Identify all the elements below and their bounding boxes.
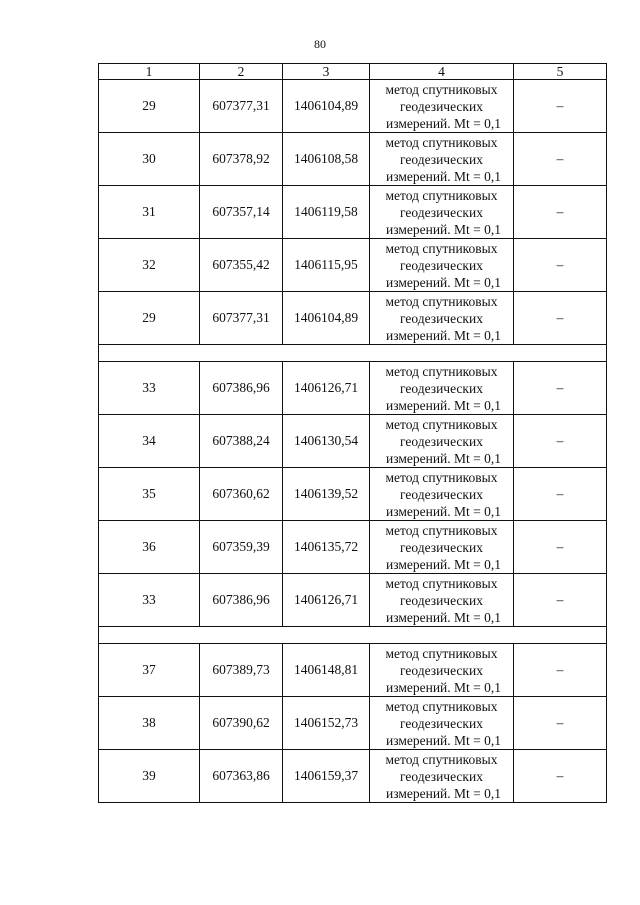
point-number-cell: 31 <box>99 186 200 239</box>
y-coordinate-cell: 1406108,58 <box>283 133 370 186</box>
y-coordinate-cell: 1406104,89 <box>283 80 370 133</box>
y-coordinate-cell: 1406130,54 <box>283 415 370 468</box>
dash-cell: – <box>514 574 607 627</box>
x-coordinate-cell: 607355,42 <box>200 239 283 292</box>
method-line-2: геодезических <box>400 310 483 326</box>
table-row <box>99 521 607 574</box>
method-line-1: метод спутниковых <box>385 469 498 485</box>
method-line-3: измерений. Mt = 0,1 <box>385 168 502 184</box>
method-description-cell <box>370 468 514 521</box>
x-coordinate-cell: 607389,73 <box>200 644 283 697</box>
dash-cell: – <box>514 133 607 186</box>
point-number-cell: 36 <box>99 521 200 574</box>
method-description-cell <box>370 750 514 803</box>
y-coordinate-cell: 1406126,71 <box>283 362 370 415</box>
method-line-2: геодезических <box>400 151 483 167</box>
header-col-2: 2 <box>200 64 283 80</box>
method-line-2: геодезических <box>400 592 483 608</box>
point-number-cell: 29 <box>99 80 200 133</box>
group-separator-cell <box>99 345 607 362</box>
method-line-1: метод спутниковых <box>385 293 498 309</box>
method-line-3: измерений. Mt = 0,1 <box>385 115 502 131</box>
method-description-cell <box>370 415 514 468</box>
method-line-2: геодезических <box>400 257 483 273</box>
table-row <box>99 186 607 239</box>
point-number-cell: 34 <box>99 415 200 468</box>
table-row <box>99 644 607 697</box>
x-coordinate-cell: 607390,62 <box>200 697 283 750</box>
dash-cell: – <box>514 644 607 697</box>
method-line-2: геодезических <box>400 662 483 678</box>
y-coordinate-cell: 1406135,72 <box>283 521 370 574</box>
page-number: 80 <box>314 37 326 51</box>
method-line-3: измерений. Mt = 0,1 <box>385 503 502 519</box>
x-coordinate-cell: 607357,14 <box>200 186 283 239</box>
method-description-cell <box>370 80 514 133</box>
table-row <box>99 362 607 415</box>
x-coordinate-cell: 607359,39 <box>200 521 283 574</box>
y-coordinate-cell: 1406139,52 <box>283 468 370 521</box>
method-line-3: измерений. Mt = 0,1 <box>385 679 502 695</box>
method-line-1: метод спутниковых <box>385 240 498 256</box>
method-line-3: измерений. Mt = 0,1 <box>385 221 502 237</box>
point-number-cell: 37 <box>99 644 200 697</box>
point-number-cell: 33 <box>99 362 200 415</box>
dash-cell: – <box>514 415 607 468</box>
coordinates-table-body <box>99 64 607 803</box>
method-description-cell <box>370 133 514 186</box>
table-row <box>99 239 607 292</box>
point-number-cell: 33 <box>99 574 200 627</box>
table-row <box>99 133 607 186</box>
table-row <box>99 292 607 345</box>
x-coordinate-cell: 607377,31 <box>200 292 283 345</box>
x-coordinate-cell: 607363,86 <box>200 750 283 803</box>
method-description-cell <box>370 697 514 750</box>
group-separator-row <box>99 345 607 362</box>
y-coordinate-cell: 1406159,37 <box>283 750 370 803</box>
table-header-row <box>99 64 607 80</box>
table-row <box>99 574 607 627</box>
method-line-2: геодезических <box>400 98 483 114</box>
table-row <box>99 697 607 750</box>
x-coordinate-cell: 607388,24 <box>200 415 283 468</box>
method-line-1: метод спутниковых <box>385 81 498 97</box>
method-line-2: геодезических <box>400 539 483 555</box>
header-col-3: 3 <box>283 64 370 80</box>
point-number-cell: 38 <box>99 697 200 750</box>
method-line-3: измерений. Mt = 0,1 <box>385 609 502 625</box>
method-line-1: метод спутниковых <box>385 134 498 150</box>
dash-cell: – <box>514 697 607 750</box>
method-line-1: метод спутниковых <box>385 416 498 432</box>
header-col-5: 5 <box>514 64 607 80</box>
group-separator-row <box>99 627 607 644</box>
method-description-cell <box>370 644 514 697</box>
method-line-2: геодезических <box>400 486 483 502</box>
group-separator-cell <box>99 627 607 644</box>
method-description-cell <box>370 292 514 345</box>
method-line-1: метод спутниковых <box>385 698 498 714</box>
method-line-2: геодезических <box>400 433 483 449</box>
y-coordinate-cell: 1406115,95 <box>283 239 370 292</box>
dash-cell: – <box>514 186 607 239</box>
method-description-cell <box>370 239 514 292</box>
method-line-3: измерений. Mt = 0,1 <box>385 785 502 801</box>
y-coordinate-cell: 1406104,89 <box>283 292 370 345</box>
y-coordinate-cell: 1406126,71 <box>283 574 370 627</box>
method-line-1: метод спутниковых <box>385 575 498 591</box>
table-row <box>99 80 607 133</box>
header-col-1: 1 <box>99 64 200 80</box>
dash-cell: – <box>514 80 607 133</box>
x-coordinate-cell: 607378,92 <box>200 133 283 186</box>
method-line-3: измерений. Mt = 0,1 <box>385 732 502 748</box>
table-row <box>99 468 607 521</box>
method-line-2: геодезических <box>400 204 483 220</box>
method-line-2: геодезических <box>400 768 483 784</box>
y-coordinate-cell: 1406119,58 <box>283 186 370 239</box>
coordinates-table <box>98 63 607 803</box>
method-line-1: метод спутниковых <box>385 187 498 203</box>
x-coordinate-cell: 607360,62 <box>200 468 283 521</box>
x-coordinate-cell: 607377,31 <box>200 80 283 133</box>
method-line-1: метод спутниковых <box>385 363 498 379</box>
y-coordinate-cell: 1406152,73 <box>283 697 370 750</box>
point-number-cell: 35 <box>99 468 200 521</box>
dash-cell: – <box>514 239 607 292</box>
point-number-cell: 32 <box>99 239 200 292</box>
point-number-cell: 29 <box>99 292 200 345</box>
method-line-2: геодезических <box>400 380 483 396</box>
dash-cell: – <box>514 292 607 345</box>
dash-cell: – <box>514 750 607 803</box>
x-coordinate-cell: 607386,96 <box>200 362 283 415</box>
x-coordinate-cell: 607386,96 <box>200 574 283 627</box>
table-row <box>99 415 607 468</box>
header-col-4: 4 <box>370 64 514 80</box>
method-line-1: метод спутниковых <box>385 751 498 767</box>
dash-cell: – <box>514 521 607 574</box>
method-description-cell <box>370 362 514 415</box>
method-line-2: геодезических <box>400 715 483 731</box>
method-line-3: измерений. Mt = 0,1 <box>385 274 502 290</box>
table-row <box>99 750 607 803</box>
y-coordinate-cell: 1406148,81 <box>283 644 370 697</box>
method-line-1: метод спутниковых <box>385 645 498 661</box>
dash-cell: – <box>514 362 607 415</box>
method-description-cell <box>370 186 514 239</box>
method-line-3: измерений. Mt = 0,1 <box>385 327 502 343</box>
method-description-cell <box>370 521 514 574</box>
method-line-1: метод спутниковых <box>385 522 498 538</box>
method-line-3: измерений. Mt = 0,1 <box>385 397 502 413</box>
method-line-3: измерений. Mt = 0,1 <box>385 556 502 572</box>
point-number-cell: 39 <box>99 750 200 803</box>
method-description-cell <box>370 574 514 627</box>
dash-cell: – <box>514 468 607 521</box>
point-number-cell: 30 <box>99 133 200 186</box>
method-line-3: измерений. Mt = 0,1 <box>385 450 502 466</box>
